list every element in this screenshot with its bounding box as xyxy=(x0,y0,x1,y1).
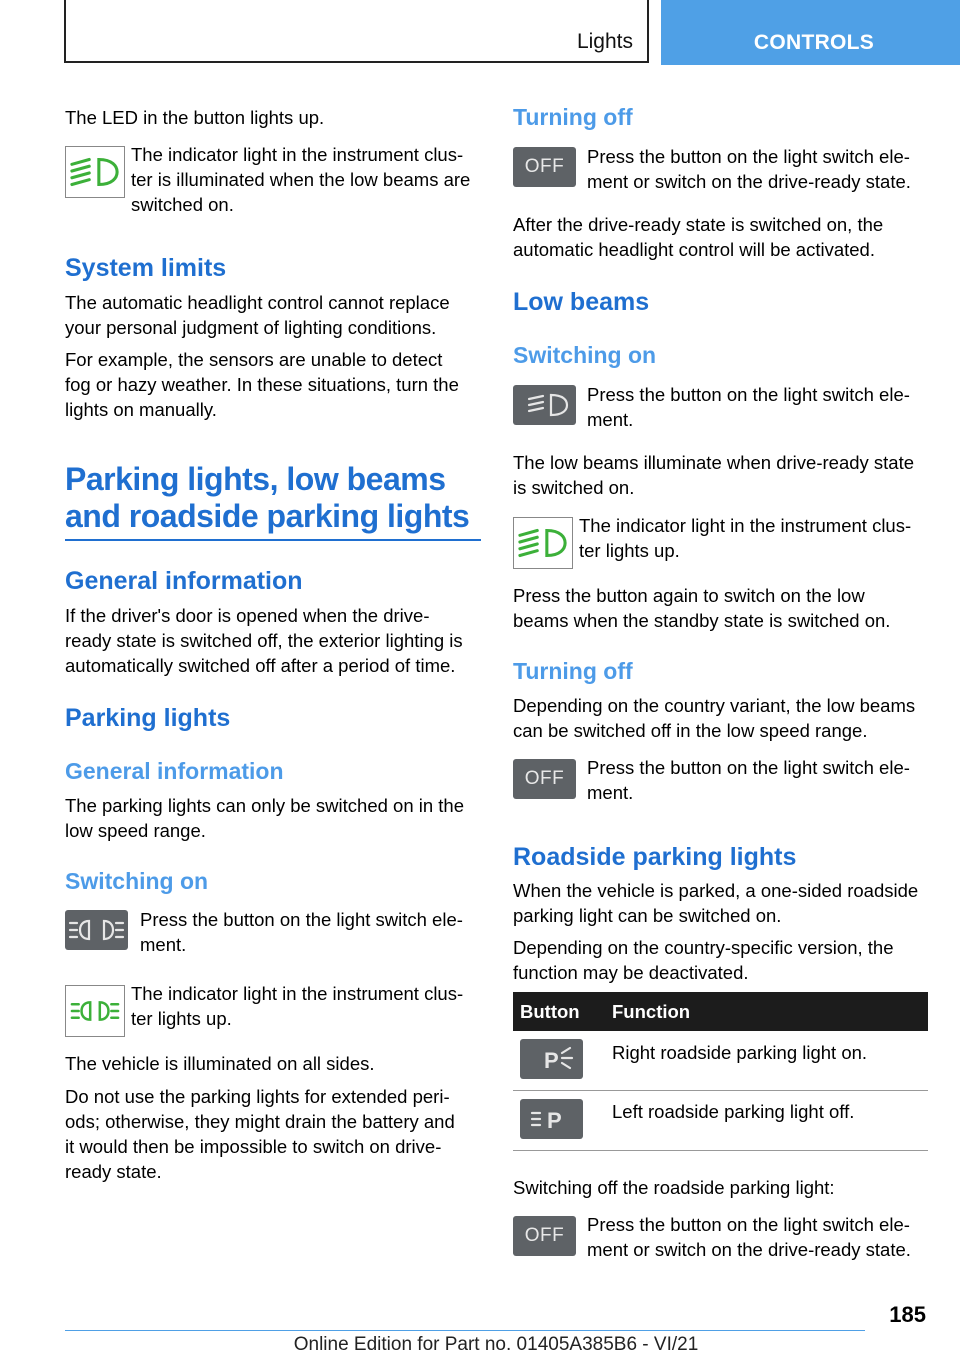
press-parking-text xyxy=(140,907,480,957)
svg-text:P: P xyxy=(547,1108,562,1133)
line: Press the button on the light switch ele‐ xyxy=(587,146,910,167)
indicator-low-text xyxy=(579,513,929,563)
parking-lights-indicator-icon xyxy=(65,985,125,1037)
line: your personal judgment of lighting conditions. xyxy=(65,317,437,338)
heading-low-switching-on: Switching on xyxy=(513,342,657,368)
switch-off-roadside-text: Switching off the roadside parking light: xyxy=(513,1177,835,1198)
line: The indicator light in the instrument clus‐ xyxy=(131,144,464,165)
line: ment or switch on the drive-ready state. xyxy=(587,1239,911,1260)
line: low speed range. xyxy=(65,820,206,841)
off-label: OFF xyxy=(524,156,565,177)
low-beam-indicator-icon xyxy=(65,146,125,198)
line: can be switched off in the low speed range. xyxy=(513,720,868,741)
left-roadside-parking-icon xyxy=(520,1099,583,1139)
line: The parking lights can only be switched on in the xyxy=(65,795,465,816)
footer-edition: Online Edition for Part no. 01405A385B6 - VI/21 xyxy=(293,1334,699,1355)
off-button-icon xyxy=(513,759,576,799)
indicator-low-beams-text xyxy=(131,142,483,217)
line: is switched on. xyxy=(513,477,635,498)
line: ter lights up. xyxy=(579,540,680,561)
chapter-tab[interactable] xyxy=(661,0,960,65)
heading-system-limits: System limits xyxy=(65,254,227,282)
section-title: Lights xyxy=(576,30,633,53)
line: function may be deactivated. xyxy=(513,962,749,983)
line: ter lights up. xyxy=(131,1008,232,1029)
heading-turning-off: Turning off xyxy=(513,104,633,130)
line: ment. xyxy=(587,782,634,803)
line: The low beams illuminate when drive-ready state xyxy=(513,452,915,473)
line: Press the button again to switch on the low xyxy=(513,585,865,606)
line: Parking lights, low beams xyxy=(65,461,446,497)
limits-paragraph-1 xyxy=(65,290,450,340)
after-ready-paragraph xyxy=(513,212,883,262)
main-heading xyxy=(65,461,469,535)
column-header-button: Button xyxy=(520,1001,580,1022)
line: The automatic headlight control cannot replace xyxy=(65,292,450,313)
line: automatically switched off after a period of time. xyxy=(65,655,456,676)
heading-roadside-parking-lights: Roadside parking lights xyxy=(513,843,797,871)
press-off-text-1 xyxy=(587,144,927,194)
press-off-text-2 xyxy=(587,755,927,805)
line: parking light can be switched on. xyxy=(513,905,782,926)
line: Depending on the country variant, the low beams xyxy=(513,695,916,716)
off-label: OFF xyxy=(524,768,565,789)
heading-rule xyxy=(65,539,481,541)
heading-parking-switching-on: Switching on xyxy=(65,868,209,894)
parking-lights-button-icon xyxy=(65,910,128,950)
off-button-icon xyxy=(513,147,576,187)
line: it would then be impossible to switch on drive‐ xyxy=(65,1136,442,1157)
press-off-text-3 xyxy=(587,1212,927,1262)
press-again-paragraph xyxy=(513,583,890,633)
line: fog or hazy weather. In these situations, turn the xyxy=(65,374,459,395)
line: The indicator light in the instrument clus‐ xyxy=(131,983,464,1004)
led-text: The LED in the button lights up. xyxy=(65,107,325,128)
heading-parking-general: General information xyxy=(65,758,284,784)
chapter-title: CONTROLS xyxy=(753,31,875,54)
line: ment. xyxy=(587,409,634,430)
header-left-frame xyxy=(64,0,649,63)
table-header xyxy=(513,992,928,1031)
country-variant-paragraph xyxy=(513,693,915,743)
parking-general-paragraph xyxy=(65,793,464,843)
line: For example, the sensors are unable to detect xyxy=(65,349,443,370)
table-row-1-function: Right roadside parking light on. xyxy=(612,1042,868,1063)
line: Depending on the country-specific version, the xyxy=(513,937,894,958)
off-button-icon xyxy=(513,1216,576,1256)
line: ment or switch on the drive-ready state. xyxy=(587,171,911,192)
line: and roadside parking lights xyxy=(65,498,470,534)
heading-low-beams: Low beams xyxy=(513,288,650,316)
table-bottom-rule xyxy=(513,1150,928,1151)
line: ready state. xyxy=(65,1161,162,1182)
line: switched on. xyxy=(131,194,234,215)
heading-parking-lights: Parking lights xyxy=(65,704,231,732)
line: ter is illuminated when the low beams are xyxy=(131,169,471,190)
right-roadside-parking-icon xyxy=(520,1039,583,1079)
general-paragraph xyxy=(65,603,463,678)
indicator-parking-text xyxy=(131,981,483,1031)
footer-rule xyxy=(65,1330,865,1331)
roadside-paragraph-2 xyxy=(513,935,894,985)
line: The indicator light in the instrument clus‐ xyxy=(579,515,912,536)
line: automatic headlight control will be activated. xyxy=(513,239,875,260)
illuminated-text: The vehicle is illuminated on all sides. xyxy=(65,1053,375,1074)
line: ment. xyxy=(140,934,187,955)
roadside-paragraph-1 xyxy=(513,878,918,928)
line: If the driver's door is opened when the drive‐ xyxy=(65,605,430,626)
line: After the drive-ready state is switched on, the xyxy=(513,214,884,235)
table-row-divider xyxy=(513,1090,928,1091)
table-row-2-function: Left roadside parking light off. xyxy=(612,1101,855,1122)
line: Press the button on the light switch ele‐ xyxy=(140,909,463,930)
heading-low-turning-off: Turning off xyxy=(513,658,633,684)
press-low-text xyxy=(587,382,927,432)
line: Press the button on the light switch ele‐ xyxy=(587,384,910,405)
line: lights on manually. xyxy=(65,399,217,420)
line: Do not use the parking lights for extended peri‐ xyxy=(65,1086,450,1107)
line: ready state is switched off, the exterior lighting is xyxy=(65,630,463,651)
low-illuminate-paragraph xyxy=(513,450,914,500)
parking-warning-paragraph xyxy=(65,1084,455,1184)
low-beam-indicator-icon xyxy=(513,517,573,569)
heading-general-information: General information xyxy=(65,567,303,595)
low-beam-button-icon xyxy=(513,385,576,425)
line: When the vehicle is parked, a one-sided roadside xyxy=(513,880,919,901)
column-header-function: Function xyxy=(612,1001,691,1022)
limits-paragraph-2 xyxy=(65,347,459,422)
page-number: 185 xyxy=(889,1302,926,1327)
off-label: OFF xyxy=(524,1225,565,1246)
line: Press the button on the light switch ele‐ xyxy=(587,1214,910,1235)
line: Press the button on the light switch ele‐ xyxy=(587,757,910,778)
svg-text:P: P xyxy=(544,1048,559,1073)
line: ods; otherwise, they might drain the battery and xyxy=(65,1111,455,1132)
line: beams when the standby state is switched on. xyxy=(513,610,891,631)
